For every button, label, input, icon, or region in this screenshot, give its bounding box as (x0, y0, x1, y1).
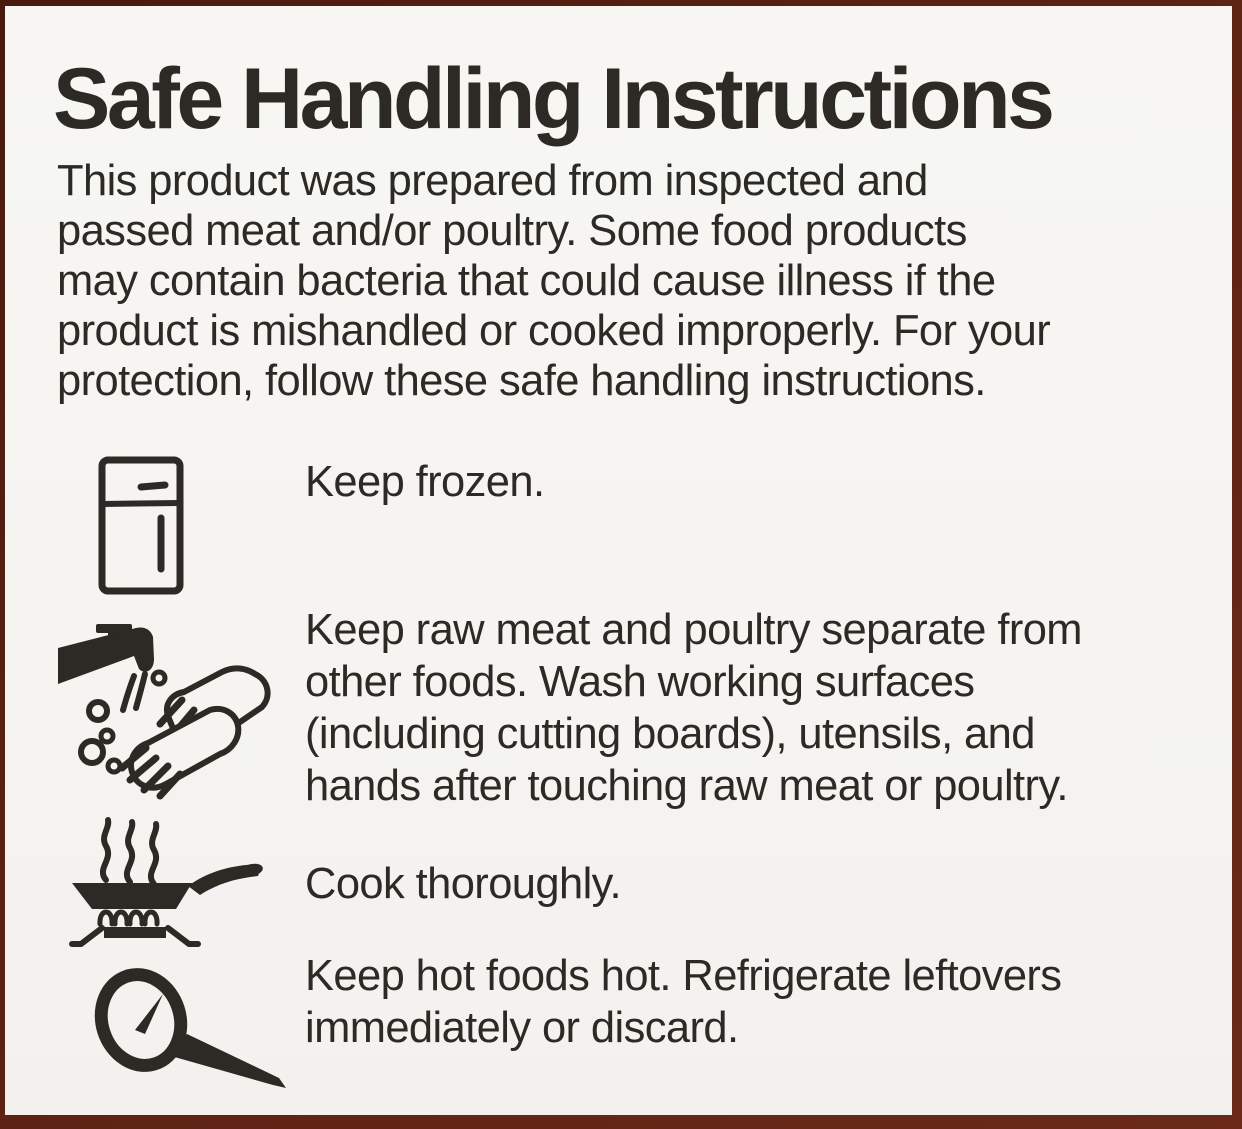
instruction-text: immediately or discard. (305, 1004, 739, 1052)
intro-line: product is mishandled or cooked improperly. For your (57, 307, 1051, 355)
instruction-text: Keep raw meat and poultry separate from (305, 606, 1082, 654)
instruction-row (305, 604, 1082, 812)
meat-thermometer-icon (83, 964, 293, 1096)
instruction-row (305, 950, 1061, 1054)
intro-paragraph (57, 156, 1050, 406)
instruction-text: Keep hot foods hot. Refrigerate leftovers (305, 952, 1062, 1000)
refrigerator-icon (97, 456, 185, 596)
instruction-text: (including cutting boards), utensils, and (305, 710, 1035, 758)
page-title: Safe Handling Instructions (53, 51, 1052, 147)
intro-line: passed meat and/or poultry. Some food products (57, 207, 967, 255)
instruction-row (305, 456, 544, 508)
instruction-text: hands after touching raw meat or poultry. (305, 762, 1068, 810)
frying-pan-icon (60, 816, 270, 954)
intro-line: This product was prepared from inspected and (57, 157, 928, 205)
instruction-text: Cook thoroughly. (305, 860, 622, 908)
intro-line: protection, follow these safe handling instructions. (57, 357, 986, 405)
safe-handling-label (5, 6, 1232, 1115)
instruction-text: Keep frozen. (305, 458, 545, 506)
instruction-text: other foods. Wash working surfaces (305, 658, 975, 706)
instruction-row (305, 858, 621, 910)
hand-washing-icon (50, 612, 275, 802)
intro-line: may contain bacteria that could cause illness if the (57, 257, 996, 305)
